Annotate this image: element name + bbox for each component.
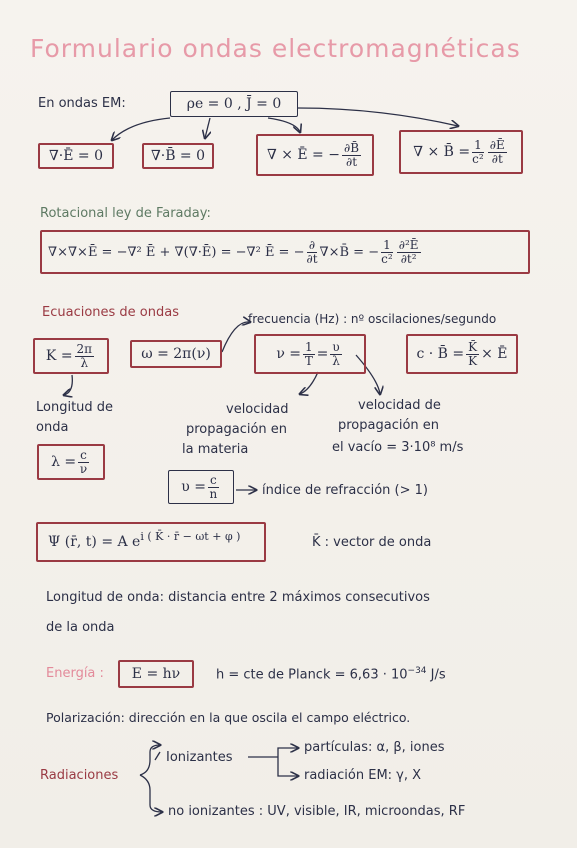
derivation-c-fraction xyxy=(381,239,393,265)
faraday-lhs: ∇ × Ē = − xyxy=(266,147,340,163)
phase-velocity-fraction xyxy=(208,474,219,500)
faraday-box xyxy=(256,134,374,176)
wave-function-box xyxy=(36,522,266,562)
wavelength-num: c xyxy=(80,447,87,462)
faraday-curl-heading: Rotacional ley de Faraday: xyxy=(40,206,211,221)
phase-velocity-den: n xyxy=(209,486,218,501)
frequency-num-2: υ xyxy=(332,339,340,354)
derivation-e-fraction xyxy=(397,239,421,265)
arrow-to-curl-e xyxy=(268,118,300,132)
field-relation-rhs: × Ē xyxy=(481,346,508,362)
refraction-note: índice de refracción (> 1) xyxy=(262,483,428,498)
wavenumber-fraction xyxy=(75,343,95,369)
particles-label: partículas: α, β, iones xyxy=(304,740,445,755)
phase-velocity-box xyxy=(168,470,234,504)
arrow-to-div-e xyxy=(112,118,170,140)
wavelength-note-1: Longitud de xyxy=(36,400,114,415)
gauss-electric-box: ∇·Ē = 0 xyxy=(38,143,114,169)
derivation-c-num: 1 xyxy=(383,237,391,252)
energy-box: E = hν xyxy=(118,660,194,688)
wave-function-exponent: i ( K̄ · r̄ − ωt + φ ) xyxy=(140,529,241,543)
medium-velocity-note-3: la materia xyxy=(182,442,249,457)
derivation-part-a: ∇×∇×Ē = −∇² Ē + ∇(∇·Ē) = −∇² Ē = − xyxy=(48,244,305,260)
wavelength-note-2: onda xyxy=(36,420,69,435)
field-relation-den: K xyxy=(468,353,478,368)
wavelength-den: ν xyxy=(79,461,88,476)
faraday-num: ∂B̄ xyxy=(343,140,360,155)
ampere-c-num: 1 xyxy=(474,137,482,152)
frequency-den-1: T xyxy=(304,353,313,368)
wavelength-lhs: λ = xyxy=(51,454,77,470)
wavelength-definition-2: de la onda xyxy=(46,620,115,635)
frequency-den-2: λ xyxy=(332,353,340,368)
frequency-box xyxy=(254,334,366,374)
derivation-c-den: c² xyxy=(381,251,393,266)
wavelength-box xyxy=(37,444,105,480)
wavenumber-lhs: K = xyxy=(45,348,73,364)
angular-frequency-box: ω = 2π(ν) xyxy=(130,340,222,368)
planck-text: h = cte de Planck = 6,63 · 10 xyxy=(216,667,408,683)
derivation-e-num: ∂²Ē xyxy=(398,237,419,252)
faraday-den: ∂t xyxy=(345,154,358,169)
planck-constant xyxy=(216,666,446,682)
frequency-fraction-1 xyxy=(303,341,315,367)
wavelength-fraction xyxy=(78,449,89,475)
vacuum-conditions-box: ρe = 0 , J̄ = 0 xyxy=(170,91,298,117)
arrow-to-wavelength xyxy=(64,375,72,395)
frequency-fraction-2 xyxy=(330,341,341,367)
derivation-e-den: ∂t² xyxy=(400,251,417,266)
energy-label: Energía : xyxy=(46,666,104,681)
wave-equations-heading: Ecuaciones de ondas xyxy=(42,305,179,320)
ampere-box xyxy=(399,130,523,174)
wave-derivation-box xyxy=(40,230,530,274)
planck-unit: J/s xyxy=(430,667,446,683)
wave-vector-note: K̄ : vector de onda xyxy=(312,535,432,550)
wavenumber-box xyxy=(33,338,109,374)
phase-velocity-num: c xyxy=(209,472,217,487)
medium-velocity-note-2: propagación en xyxy=(186,422,288,437)
radiation-label: Radiaciones xyxy=(40,768,119,783)
frequency-lhs: ν = xyxy=(276,346,302,362)
vacuum-velocity-note-1: velocidad de xyxy=(358,398,441,413)
derivation-time-fraction xyxy=(306,239,317,265)
vacuum-velocity-note-3: el vacío = 3·10⁸ m/s xyxy=(332,440,464,455)
gauss-magnetic-box: ∇·B̄ = 0 xyxy=(142,143,214,169)
wavenumber-den: λ xyxy=(80,355,89,370)
phase-velocity-lhs: υ = xyxy=(181,479,206,495)
field-relation-fraction xyxy=(466,341,479,367)
frequency-num-1: 1 xyxy=(305,339,313,354)
faraday-fraction xyxy=(342,142,361,168)
page-title: Formulario ondas electromagnéticas xyxy=(30,34,521,63)
ampere-c-fraction xyxy=(472,139,484,165)
arrow-to-particles xyxy=(278,748,298,757)
arrow-to-div-b xyxy=(205,118,210,138)
planck-exponent: −34 xyxy=(407,666,427,676)
ionizing-label: Ionizantes xyxy=(166,750,233,765)
ampere-d-fraction xyxy=(488,139,507,165)
vacuum-velocity-note-2: propagación en xyxy=(338,418,440,433)
arrow-to-medium-velocity xyxy=(300,372,318,394)
non-ionizing-label: no ionizantes : UV, visible, IR, microondas, RF xyxy=(168,804,466,819)
medium-velocity-note-1: velocidad xyxy=(226,402,289,417)
wave-function-base: Ψ (r̄, t) = A e xyxy=(48,534,141,550)
derivation-time-den: ∂t xyxy=(306,251,318,266)
ampere-lhs: ∇ × B̄ = xyxy=(413,144,471,160)
ampere-c-den: c² xyxy=(472,151,484,166)
em-radiation-label: radiación EM: γ, X xyxy=(304,768,422,783)
wavenumber-num: 2π xyxy=(76,341,93,356)
ampere-d-num: ∂Ē xyxy=(489,137,505,152)
arrow-to-em-radiation xyxy=(278,757,298,776)
ampere-d-den: ∂t xyxy=(491,151,503,166)
brace-top xyxy=(155,752,160,760)
derivation-time-num: ∂ xyxy=(308,237,316,252)
derivation-part-b: ∇×B̄ = − xyxy=(319,244,380,260)
polarization-definition: Polarización: dirección en la que oscila el campo eléctrico. xyxy=(46,710,411,725)
em-waves-intro: En ondas EM: xyxy=(38,96,126,111)
frequency-note: frecuencia (Hz) : nº oscilaciones/segundo xyxy=(248,312,497,326)
field-relation-num: K̄ xyxy=(468,339,478,354)
wavelength-definition-1: Longitud de onda: distancia entre 2 máximos consecutivos xyxy=(46,590,430,605)
field-relation-lhs: c · B̄ = xyxy=(416,346,465,362)
arrow-to-frequency xyxy=(222,322,250,352)
arrow-to-curl-b xyxy=(298,108,458,126)
brace-to-non-ionizing xyxy=(140,775,162,812)
brace-to-ionizing xyxy=(140,745,160,775)
field-relation-box xyxy=(406,334,518,374)
frequency-equals: = xyxy=(316,346,329,362)
